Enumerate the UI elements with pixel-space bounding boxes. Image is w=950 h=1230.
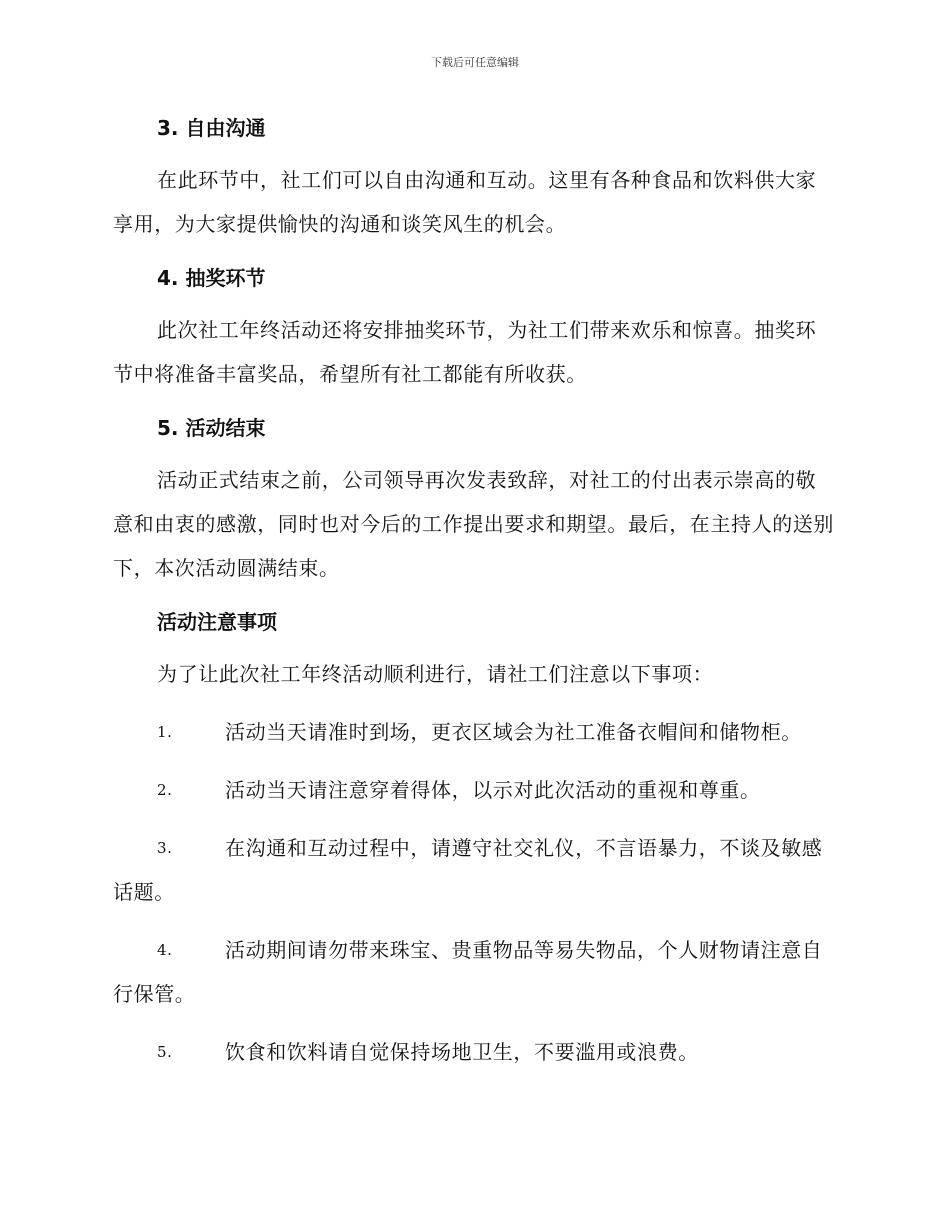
list-item-number: 4.: [157, 941, 173, 959]
list-item: [113, 826, 835, 914]
section-heading-4: 4. 抽奖环节: [157, 266, 266, 290]
header-note: 下载后可任意编辑: [431, 56, 519, 69]
list-item-text: 饮食和饮料请自觉保持场地卫生，不要滥用或浪费。: [225, 1040, 699, 1064]
notes-intro: 为了让此次社工年终活动顺利进行，请社工们注意以下事项：: [157, 662, 714, 686]
list-item-number: 1.: [157, 723, 173, 741]
list-item-text: 活动期间请勿带来珠宝、贵重物品等易失物品，个人财物请注意自行保管。: [113, 938, 823, 1006]
section-paragraph-4: 此次社工年终活动还将安排抽奖环节，为社工们带来欢乐和惊喜。抽奖环节中将准备丰富奖品，希望所有社工都能有所收获。: [113, 318, 817, 386]
section-paragraph-3: 在此环节中，社工们可以自由沟通和互动。这里有各种食品和饮料供大家享用，为大家提供愉快的沟通和谈笑风生的机会。: [113, 168, 817, 236]
list-item: [113, 928, 835, 1016]
notes-heading: 活动注意事项: [157, 610, 277, 634]
section-heading-5: 5. 活动结束: [157, 416, 266, 440]
list-item-number: 2.: [157, 781, 173, 799]
section-heading-3: 3. 自由沟通: [157, 116, 266, 140]
list-item: [113, 768, 835, 812]
list-item-text: 在沟通和互动过程中，请遵守社交礼仪，不言语暴力，不谈及敏感话题。: [113, 836, 823, 904]
list-item-text: 活动当天请准时到场，更衣区域会为社工准备衣帽间和储物柜。: [225, 720, 802, 744]
notes-list: [113, 710, 835, 1074]
section-paragraph-5: 活动正式结束之前，公司领导再次发表致辞，对社工的付出表示崇高的敬意和由衷的感激，同时也对今后的工作提出要求和期望。最后，在主持人的送别下，本次活动圆满结束。: [113, 468, 834, 580]
list-item-number: 5.: [157, 1043, 173, 1061]
document-body: [113, 112, 835, 1074]
list-item-number: 3.: [157, 839, 173, 857]
list-item: [113, 1030, 835, 1074]
list-item: [113, 710, 835, 754]
list-item-text: 活动当天请注意穿着得体，以示对此次活动的重视和尊重。: [225, 778, 761, 802]
